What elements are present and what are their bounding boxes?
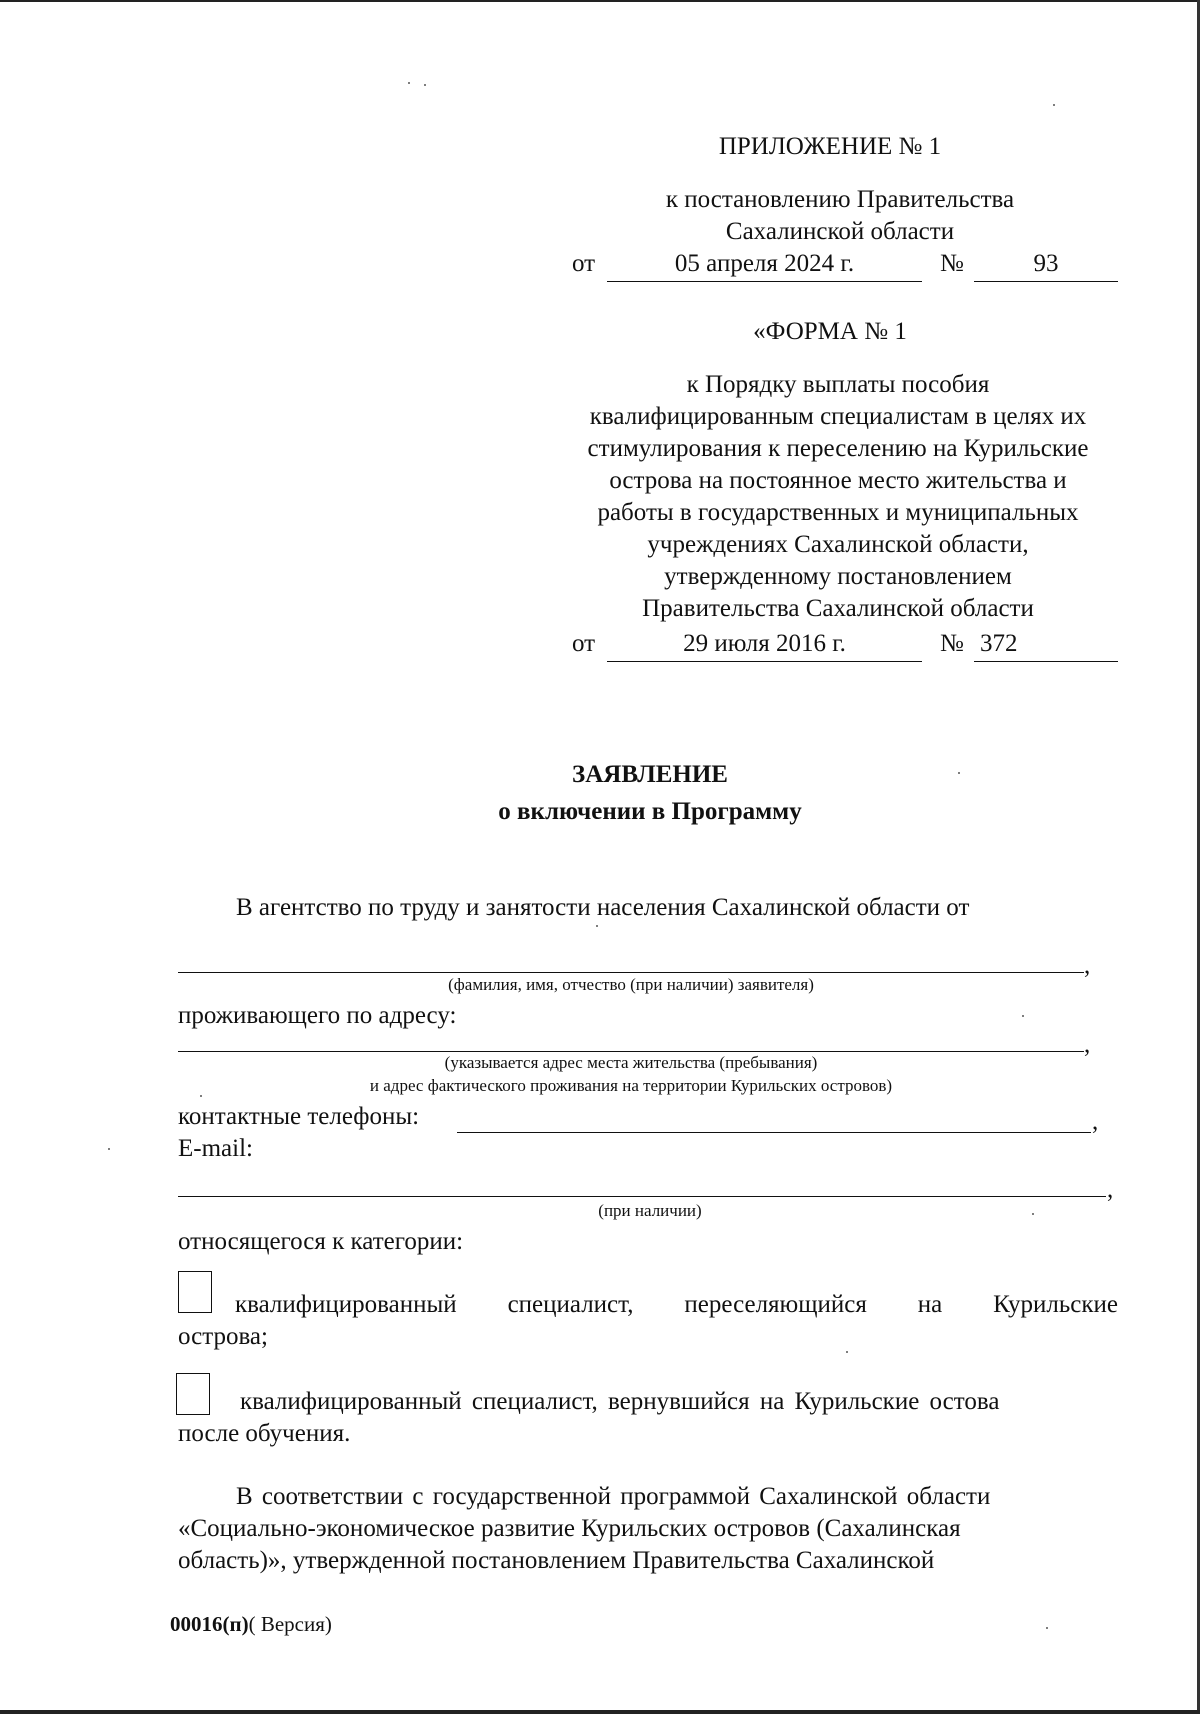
option-1-line1 [235, 1290, 1118, 1320]
email-comma: , [1107, 1176, 1114, 1203]
fio-field-line[interactable] [178, 972, 1084, 973]
form-ref-line: Правительства Сахалинской области [642, 595, 1034, 622]
form-ref-line: работы в государственных и муниципальных [597, 499, 1079, 526]
scan-speck [1022, 1015, 1024, 1017]
option-1-continuation: острова; [178, 1323, 268, 1350]
phones-comma: , [1092, 1108, 1099, 1135]
scan-speck [108, 1148, 110, 1150]
scan-speck [1046, 1627, 1048, 1629]
form-ref-number-label: № [940, 630, 964, 657]
appendix-date: 05 апреля 2024 г. [674, 250, 855, 277]
form-ref-date: 29 июля 2016 г. [683, 630, 846, 657]
address-comma: , [1084, 1031, 1091, 1058]
email-caption: (при наличии) [598, 1201, 702, 1220]
form-ref-line: квалифицированным специалистам в целях их [589, 403, 1087, 430]
address-caption-line1: (указывается адрес места жительства (пребывания) [444, 1053, 818, 1072]
form-ref-line: к Порядку выплаты пособия [686, 371, 990, 398]
form-ref-line: острова на постоянное место жительства и [609, 467, 1067, 494]
footer-code: 00016(п) [170, 1612, 249, 1636]
form-title: «ФОРМА № 1 [753, 318, 907, 345]
scan-edge-bottom [0, 1710, 1200, 1714]
scan-edge-top [0, 0, 1200, 2]
closing-line3: область)», утвержденной постановлением Правительства Сахалинской [178, 1547, 935, 1574]
scan-speck [200, 1095, 202, 1097]
appendix-number-label: № [940, 250, 964, 277]
option-2-line1: квалифицированный специалист, вернувшийся на Курильские остова [240, 1388, 1000, 1415]
category-label: относящегося к категории: [178, 1228, 464, 1255]
option-1-word: специалист, [507, 1291, 634, 1318]
appendix-resolution-line2: Сахалинской области [725, 218, 955, 245]
addressee-line: В агентство по труду и занятости населения Сахалинской области от [236, 894, 970, 921]
scan-speck [408, 82, 410, 84]
closing-line1: В соответствии с государственной программой Сахалинской области [236, 1483, 991, 1510]
fio-comma: , [1084, 952, 1091, 979]
form-ref-number: 372 [980, 630, 1018, 657]
email-field-line[interactable] [178, 1196, 1106, 1197]
form-ref-date-underline [607, 661, 922, 662]
appendix-date-underline [607, 281, 922, 282]
option-2-continuation: после обучения. [178, 1420, 351, 1447]
appendix-title: ПРИЛОЖЕНИЕ № 1 [718, 133, 942, 160]
statement-subtitle: о включении в Программу [498, 798, 802, 825]
phones-label: контактные телефоны: [178, 1103, 420, 1130]
option-1-word: переселяющийся [684, 1291, 867, 1318]
appendix-from-label: от [572, 250, 596, 277]
scan-speck [424, 84, 426, 86]
address-caption-line2: и адрес фактического проживания на территории Курильских островов) [369, 1076, 893, 1095]
form-ref-line: утвержденному постановлением [664, 563, 1012, 590]
footer-version [170, 1612, 332, 1637]
option-2-checkbox[interactable] [176, 1373, 210, 1415]
appendix-number: 93 [1033, 250, 1059, 277]
statement-title: ЗАЯВЛЕНИЕ [572, 761, 728, 788]
option-1-word: на [917, 1291, 943, 1318]
scan-speck [846, 1351, 848, 1353]
scan-speck [596, 925, 598, 927]
appendix-resolution-line1: к постановлению Правительства [665, 186, 1015, 213]
email-label: E-mail: [178, 1135, 253, 1162]
closing-line2: «Социально-экономическое развитие Курильских островов (Сахалинская [178, 1515, 961, 1542]
form-ref-line: учреждениях Сахалинской области, [647, 531, 1029, 558]
address-label: проживающего по адресу: [178, 1002, 457, 1029]
option-1-word: квалифицированный [235, 1291, 457, 1318]
appendix-number-underline [974, 281, 1118, 282]
scan-speck [1053, 104, 1055, 106]
form-ref-from-label: от [572, 630, 596, 657]
scan-speck [958, 772, 960, 774]
option-1-checkbox[interactable] [178, 1271, 212, 1313]
address-field-line[interactable] [178, 1051, 1084, 1052]
form-ref-number-underline [974, 661, 1118, 662]
phones-field-line[interactable] [457, 1132, 1091, 1133]
fio-caption: (фамилия, имя, отчество (при наличии) заявителя) [448, 975, 814, 994]
footer-version-text: ( Версия) [248, 1612, 332, 1636]
scan-speck [1032, 1213, 1034, 1215]
option-1-word: Курильские [993, 1291, 1118, 1318]
form-ref-line: стимулирования к переселению на Курильские [587, 435, 1089, 462]
